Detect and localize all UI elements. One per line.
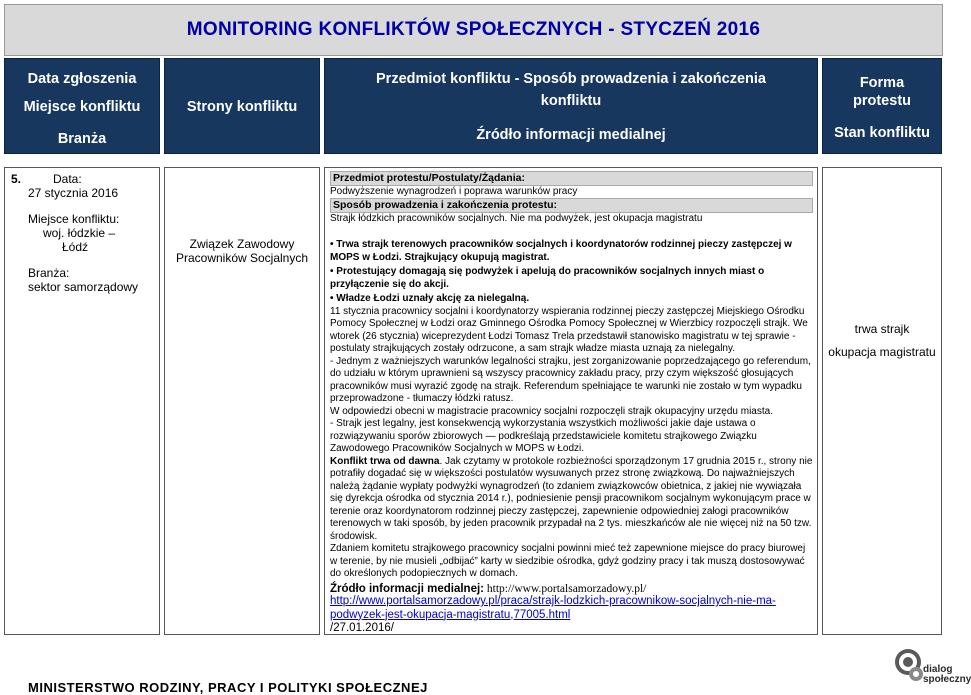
place-label: Miejsce konfliktu:	[28, 212, 120, 226]
date-value: 27 stycznia 2016	[28, 186, 119, 200]
paragraph-4: - Strajk jest legalny, jest konsekwencją wykorzystania wszystkich możliwości jakie daje ustawa o rozwiązywaniu sporów zbiorowych — podkreślają przedstawiciele komitetu strajkowego Związku Zawodowego Pracowników Socjalnych w MOPS w Łodzi.	[330, 418, 757, 454]
header-subject-line2: konfliktu	[540, 93, 602, 109]
paragraph-5-rest: . Jak czytamy w protokole rozbieżności sporządzonym 17 grudnia 2015 r., strony nie potrafiły dogadać się w większości postulatów wysuwanych przez stronę związkową. Do najważniejszych należą żądanie wypłaty podwyżki wynagrodzeń (to zdaniem związkowców obietnica, z jakiej nie wywiązała się dyrekcja ośrodka od stycznia 2014 r.), podniesienie pensji pracownikom socjalnym wykonującym prace w terenie oraz koordynatorom rodzinnej pieczy zastępczej, zapewnienie odpowiedniej załogi pracowników terenowych w taki sposób, by jeden pracownik przypadał na 2 tys. mieszkańców ale nie więcej niż na 50 tzw. środowisk.	[330, 455, 813, 542]
row-form	[822, 167, 942, 635]
logo-text	[923, 665, 971, 685]
footer-ministry: MINISTERSTWO RODZINY, PRACY I POLITYKI SPOŁECZNEJ	[28, 680, 428, 695]
logo-line2: społeczny	[923, 674, 971, 685]
paragraph-5	[330, 456, 813, 544]
header-form-line1: Forma	[859, 75, 905, 91]
paragraph-3: W odpowiedzi obecni w magistracie pracownicy socjalni rozpoczęli strajk okupacyjny urzędu miasta.	[330, 405, 773, 417]
header-place-label: Miejsce konfliktu	[23, 99, 141, 115]
parties-line2: Pracowników Socjalnych	[175, 251, 309, 265]
logo-line1: dialog	[923, 664, 953, 675]
page-title: MONITORING KONFLIKTÓW SPOŁECZNYCH - STYCZEŃ 2016	[4, 4, 943, 56]
header-date-place-branch	[4, 58, 160, 154]
source-label: Źródło informacji medialnej:	[330, 582, 484, 595]
method-intro: Strajk łódzkich pracowników socjalnych. Nie ma podwyżek, jest okupacja magistratu	[330, 212, 703, 224]
subject-heading: Przedmiot protestu/Postulaty/Żądania:	[330, 171, 813, 186]
date-label: Data:	[53, 172, 82, 186]
row-subject	[324, 167, 818, 635]
header-date-label: Data zgłoszenia	[27, 71, 137, 87]
header-form	[822, 58, 942, 154]
header-subject-line1: Przedmiot konfliktu - Sposób prowadzenia i zakończenia	[376, 71, 766, 87]
bullet-3: • Władze Łodzi uznały akcję za nielegalną.	[330, 293, 530, 304]
branch-label: Branża:	[28, 266, 70, 280]
header-branch-label: Branża	[57, 131, 107, 147]
row-date-place-branch	[4, 167, 160, 635]
paragraph-2: - Jednym z ważniejszych warunków legalności strajku, jest zorganizowanie poprzedzającego go referendum, do udziału w którym uprawnieni są wszyscy pracownicy zakładu pracy, przy czym większość głosujących pracowników musi wyrazić zgodę na strajk. Referendum spełniające te warunki nie zostało w tym wypadku przeprowadzone - tłumaczy łódzki ratusz.	[330, 355, 811, 404]
paragraph-1: 11 stycznia pracownicy socjalni i koordynatorzy wspierania rodzinnej pieczy zastępczej Miejskiego Ośrodku Pomocy Społecznej w Łodzi oraz Gminnego Ośrodka Pomocy Społecznej w Wierzbicy rozpoczęli strajk. We wtorek (26 stycznia) wiceprezydent Łodzi Tomasz Trela przedstawił stanowisko magistratu w tej sprawie - postulaty strajkujących zostały odrzucone, a sam strajk władze miasta uznają za nielegalny.	[330, 305, 808, 354]
bullet-1: • Trwa strajk terenowych pracowników socjalnych i koordynatorów rodzinnej pieczy zastępczej w MOPS w Łodzi. Strajkujący okupują magistrat.	[330, 239, 792, 263]
header-form-line2: protestu	[853, 93, 911, 109]
paragraph-6: Zdaniem komitetu strajkowego pracownicy socjalni powinni mieć też zapewnione miejsce do pracy biurowej w terenie, by nie musieli „odbijać” karty w siedzibie ośrodka, gdyż godziny pracy i tak muszą dostosowywać do określonych podopiecznych w domach.	[330, 543, 806, 579]
source-site: http://www.portalsamorzadowy.pl/	[484, 582, 647, 595]
parties-line1: Związek Zawodowy	[189, 237, 295, 251]
header-parties-label: Strony konfliktu	[186, 99, 298, 115]
header-source-label: Źródło informacji medialnej	[476, 127, 666, 143]
place-value-1: woj. łódzkie –	[43, 226, 116, 240]
source-date: /27.01.2016/	[330, 622, 394, 634]
method-heading: Sposób prowadzenia i zakończenia protestu:	[330, 198, 813, 213]
bullet-2: • Protestujący domagają się podwyżek i apelują do pracowników socjalnych innych miast o przyłączenie się do akcji.	[330, 266, 765, 290]
form-line1: trwa strajk	[854, 322, 910, 336]
branch-value: sektor samorządowy	[28, 280, 139, 294]
place-value-2: Łódź	[62, 240, 89, 254]
subject-text: Podwyższenie wynagrodzeń i poprawa warunków pracy	[330, 185, 578, 197]
header-state-label: Stan konfliktu	[834, 125, 930, 141]
source-line	[330, 583, 813, 596]
paragraph-5-bold: Konflikt trwa od dawna	[330, 455, 440, 467]
form-line2: okupacja magistratu	[828, 345, 936, 359]
header-parties	[164, 58, 320, 154]
row-number: 5.	[11, 172, 22, 186]
header-subject	[324, 58, 818, 154]
source-link[interactable]: http://www.portalsamorzadowy.pl/praca/strajk-lodzkich-pracownikow-socjalnych-nie-ma-podwyzek-jest-okupacja-magistratu,77005.html	[330, 595, 776, 621]
row-parties	[164, 167, 320, 635]
